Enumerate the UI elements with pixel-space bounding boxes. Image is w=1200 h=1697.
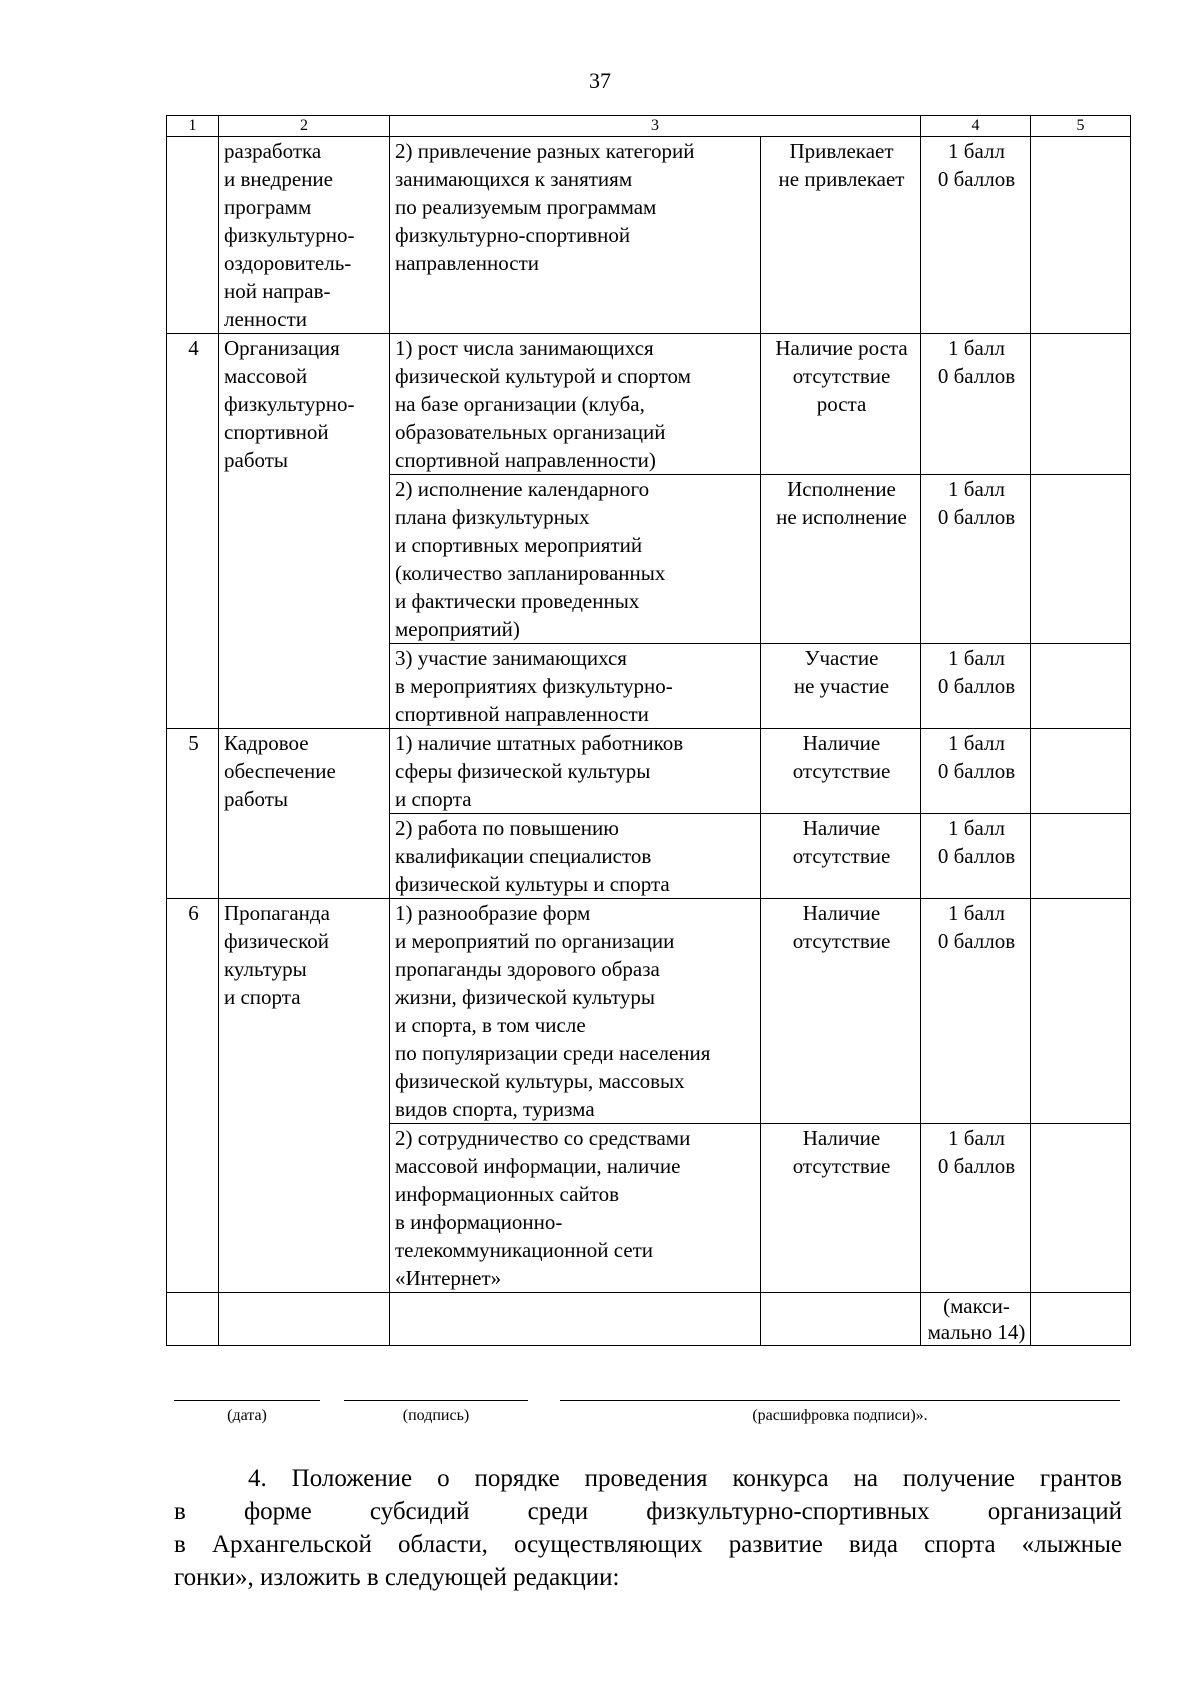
indicator-cell-line: образовательных организаций — [395, 420, 666, 444]
signature-name-line — [560, 1400, 1120, 1401]
score-cell — [921, 334, 1031, 475]
total-row — [167, 1293, 1131, 1346]
total-score-cell-line: мально 14) — [927, 1320, 1026, 1344]
criterion-cell-line: программ — [224, 195, 312, 219]
score-cell — [921, 137, 1031, 334]
evaluation-cell — [761, 1124, 921, 1293]
indicator-cell-line: в информационно- — [395, 1210, 563, 1234]
evaluation-cell-line: отсутствие — [792, 759, 891, 783]
amendment-paragraph — [174, 1462, 1122, 1594]
score-cell-line: 0 баллов — [937, 505, 1016, 529]
paragraph-line: в Архангельской области, осуществляющих развитие вида спорта «лыжные — [174, 1531, 1122, 1558]
indicator-cell-line: телекоммуникационной сети — [395, 1238, 654, 1262]
criterion-cell-line: физической — [224, 929, 329, 953]
criteria-table-body — [167, 116, 1131, 1346]
criterion-cell-line: физкультурно- — [224, 223, 355, 247]
indicator-cell-line: и спорта, в том числе — [395, 1013, 586, 1037]
header-row — [167, 116, 1131, 137]
indicator-cell-line: 1) наличие штатных работников — [395, 731, 684, 755]
indicator-cell-line: 2) сотрудничество со средствами — [395, 1126, 691, 1150]
table-row — [167, 729, 1131, 814]
criterion-cell-line: культуры — [224, 957, 307, 981]
evaluation-cell — [761, 137, 921, 334]
signature-name — [560, 1400, 1120, 1460]
indicator-cell-line: физической культурой и спортом — [395, 364, 691, 388]
evaluation-cell-line: отсутствие — [792, 844, 891, 868]
indicator-cell-line: физической культуры, массовых — [395, 1069, 685, 1093]
criterion-cell-line: разработка — [224, 139, 322, 163]
signature-date-caption: (дата) — [227, 1407, 267, 1424]
column5-cell — [1031, 1124, 1131, 1293]
page-number: 37 — [589, 68, 611, 93]
criterion-cell-line: и внедрение — [224, 167, 333, 191]
criterion-cell-line: работы — [224, 787, 289, 811]
signature-sign — [344, 1400, 528, 1460]
indicator-cell — [390, 334, 761, 475]
score-cell-line: 0 баллов — [937, 674, 1016, 698]
indicator-cell-line: 1) разнообразие форм — [395, 901, 591, 925]
indicator-cell-line: физической культуры и спорта — [395, 872, 670, 896]
paragraph-line: 4. Положение о порядке проведения конкурса на получение грантов — [248, 1465, 1122, 1492]
paragraph-line: гонки», изложить в следующей редакции: — [174, 1564, 620, 1591]
table-row — [167, 334, 1131, 475]
table-row — [167, 899, 1131, 1124]
indicator-cell-line: мероприятий) — [395, 617, 520, 641]
indicator-cell-line: сферы физической культуры — [395, 759, 651, 783]
criterion-cell-line: Организация — [224, 336, 340, 360]
indicator-cell — [390, 644, 761, 729]
signature-date-line — [174, 1400, 320, 1401]
indicator-cell-line: по популяризации среди населения — [395, 1041, 711, 1065]
total-empty-cell — [761, 1293, 921, 1346]
score-cell — [921, 899, 1031, 1124]
total-empty-cell — [219, 1293, 390, 1346]
header-cell: 4 — [921, 116, 1031, 137]
criterion-cell — [219, 334, 390, 729]
criterion-cell — [219, 899, 390, 1293]
score-cell-line: 1 балл — [948, 1126, 1005, 1150]
total-score-cell — [921, 1293, 1031, 1346]
indicator-cell-line: 3) участие занимающихся — [395, 646, 627, 670]
indicator-cell-line: физкультурно-спортивной — [395, 223, 631, 247]
score-cell — [921, 475, 1031, 644]
indicator-cell — [390, 1124, 761, 1293]
evaluation-cell-line: Исполнение — [787, 477, 896, 501]
indicator-cell — [390, 814, 761, 899]
evaluation-cell-line: Привлекает — [789, 139, 894, 163]
indicator-cell-line: направленности — [395, 251, 540, 275]
indicator-cell-line: жизни, физической культуры — [395, 985, 655, 1009]
evaluation-cell — [761, 814, 921, 899]
column5-cell — [1031, 137, 1131, 334]
indicator-cell-line: (количество запланированных — [395, 561, 666, 585]
total-score-cell-line: (макси- — [943, 1294, 1010, 1318]
indicator-cell-line: 2) привлечение разных категорий — [395, 139, 695, 163]
evaluation-cell-line: роста — [816, 392, 867, 416]
evaluation-cell — [761, 644, 921, 729]
criterion-cell-line: физкультурно- — [224, 392, 355, 416]
indicator-cell-line: спортивной направленности) — [395, 448, 656, 472]
indicator-cell-line: и мероприятий по организации — [395, 929, 675, 953]
signature-date — [174, 1400, 320, 1460]
indicator-cell-line: на базе организации (клуба, — [395, 392, 645, 416]
row-number: 5 — [167, 729, 219, 899]
score-cell-line: 0 баллов — [937, 759, 1016, 783]
header-cell: 3 — [390, 116, 921, 137]
score-cell-line: 1 балл — [948, 336, 1005, 360]
column5-cell — [1031, 475, 1131, 644]
indicator-cell-line: 2) работа по повышению — [395, 816, 619, 840]
column5-cell — [1031, 814, 1131, 899]
evaluation-cell-line: Участие — [804, 646, 879, 670]
score-cell-line: 1 балл — [948, 816, 1005, 840]
score-cell — [921, 644, 1031, 729]
indicator-cell-line: пропаганды здорового образа — [395, 957, 660, 981]
indicator-cell-line: занимающихся к занятиям — [395, 167, 633, 191]
score-cell — [921, 729, 1031, 814]
indicator-cell — [390, 137, 761, 334]
score-cell-line: 0 баллов — [937, 929, 1016, 953]
indicator-cell-line: массовой информации, наличие — [395, 1154, 681, 1178]
evaluation-cell — [761, 475, 921, 644]
column5-cell — [1031, 899, 1131, 1124]
evaluation-cell-line: Наличие — [802, 731, 881, 755]
evaluation-cell-line: Наличие роста — [775, 336, 908, 360]
evaluation-cell-line: Наличие — [802, 816, 881, 840]
paragraph-line: в форме субсидий среди физкультурно-спортивных организаций — [174, 1498, 1122, 1525]
criterion-cell-line: Пропаганда — [224, 901, 330, 925]
total-empty-cell — [390, 1293, 761, 1346]
table-row — [167, 137, 1131, 334]
indicator-cell-line: квалификации специалистов — [395, 844, 652, 868]
indicator-cell-line: 2) исполнение календарного — [395, 477, 650, 501]
indicator-cell — [390, 729, 761, 814]
criterion-cell-line: и спорта — [224, 985, 301, 1009]
evaluation-cell-line: не исполнение — [776, 505, 907, 529]
score-cell-line: 1 балл — [948, 139, 1005, 163]
criterion-cell-line: ной направ- — [224, 279, 331, 303]
indicator-cell-line: 1) рост числа занимающихся — [395, 336, 654, 360]
evaluation-cell — [761, 729, 921, 814]
column5-cell — [1031, 644, 1131, 729]
criterion-cell-line: спортивной — [224, 420, 329, 444]
indicator-cell-line: «Интернет» — [395, 1266, 502, 1290]
total-empty-cell — [167, 1293, 219, 1346]
indicator-cell-line: видов спорта, туризма — [395, 1097, 595, 1121]
evaluation-cell-line: не участие — [793, 674, 890, 698]
indicator-cell — [390, 899, 761, 1124]
signature-sign-caption: (подпись) — [402, 1407, 470, 1424]
score-cell-line: 0 баллов — [937, 167, 1016, 191]
evaluation-cell-line: отсутствие — [792, 1154, 891, 1178]
score-cell — [921, 814, 1031, 899]
score-cell-line: 0 баллов — [937, 1154, 1016, 1178]
row-number: 4 — [167, 334, 219, 729]
indicator-cell-line: информационных сайтов — [395, 1182, 619, 1206]
criterion-cell-line: обеспечение — [224, 759, 336, 783]
evaluation-cell-line: отсутствие — [792, 929, 891, 953]
criterion-cell-line: Кадровое — [224, 731, 309, 755]
row-number — [167, 137, 219, 334]
indicator-cell-line: и спорта — [395, 787, 472, 811]
indicator-cell-line: в мероприятиях физкультурно- — [395, 674, 673, 698]
signature-name-caption: (расшифровка подписи)». — [752, 1407, 928, 1424]
evaluation-cell-line: не привлекает — [778, 167, 905, 191]
signature-sign-line — [344, 1400, 528, 1401]
score-cell-line: 0 баллов — [937, 364, 1016, 388]
row-number: 6 — [167, 899, 219, 1293]
indicator-cell-line: и спортивных мероприятий — [395, 533, 643, 557]
evaluation-cell-line: отсутствие — [792, 364, 891, 388]
indicator-cell-line: спортивной направленности — [395, 702, 649, 726]
criterion-cell-line: массовой — [224, 364, 308, 388]
evaluation-cell — [761, 899, 921, 1124]
score-cell-line: 1 балл — [948, 731, 1005, 755]
criterion-cell — [219, 137, 390, 334]
score-cell-line: 1 балл — [948, 646, 1005, 670]
evaluation-cell-line: Наличие — [802, 1126, 881, 1150]
criterion-cell-line: оздоровитель- — [224, 251, 352, 275]
column5-cell — [1031, 729, 1131, 814]
score-cell — [921, 1124, 1031, 1293]
criterion-cell — [219, 729, 390, 899]
header-cell: 1 — [167, 116, 219, 137]
header-cell: 5 — [1031, 116, 1131, 137]
indicator-cell-line: и фактически проведенных — [395, 589, 640, 613]
indicator-cell-line: плана физкультурных — [395, 505, 590, 529]
header-cell: 2 — [219, 116, 390, 137]
evaluation-cell-line: Наличие — [802, 901, 881, 925]
score-cell-line: 1 балл — [948, 477, 1005, 501]
criterion-cell-line: работы — [224, 448, 289, 472]
criteria-table — [166, 115, 1131, 1346]
column5-cell — [1031, 334, 1131, 475]
evaluation-cell — [761, 334, 921, 475]
indicator-cell-line: по реализуемым программам — [395, 195, 657, 219]
score-cell-line: 1 балл — [948, 901, 1005, 925]
criterion-cell-line: ленности — [224, 307, 308, 331]
column5-cell — [1031, 1293, 1131, 1346]
indicator-cell — [390, 475, 761, 644]
score-cell-line: 0 баллов — [937, 844, 1016, 868]
